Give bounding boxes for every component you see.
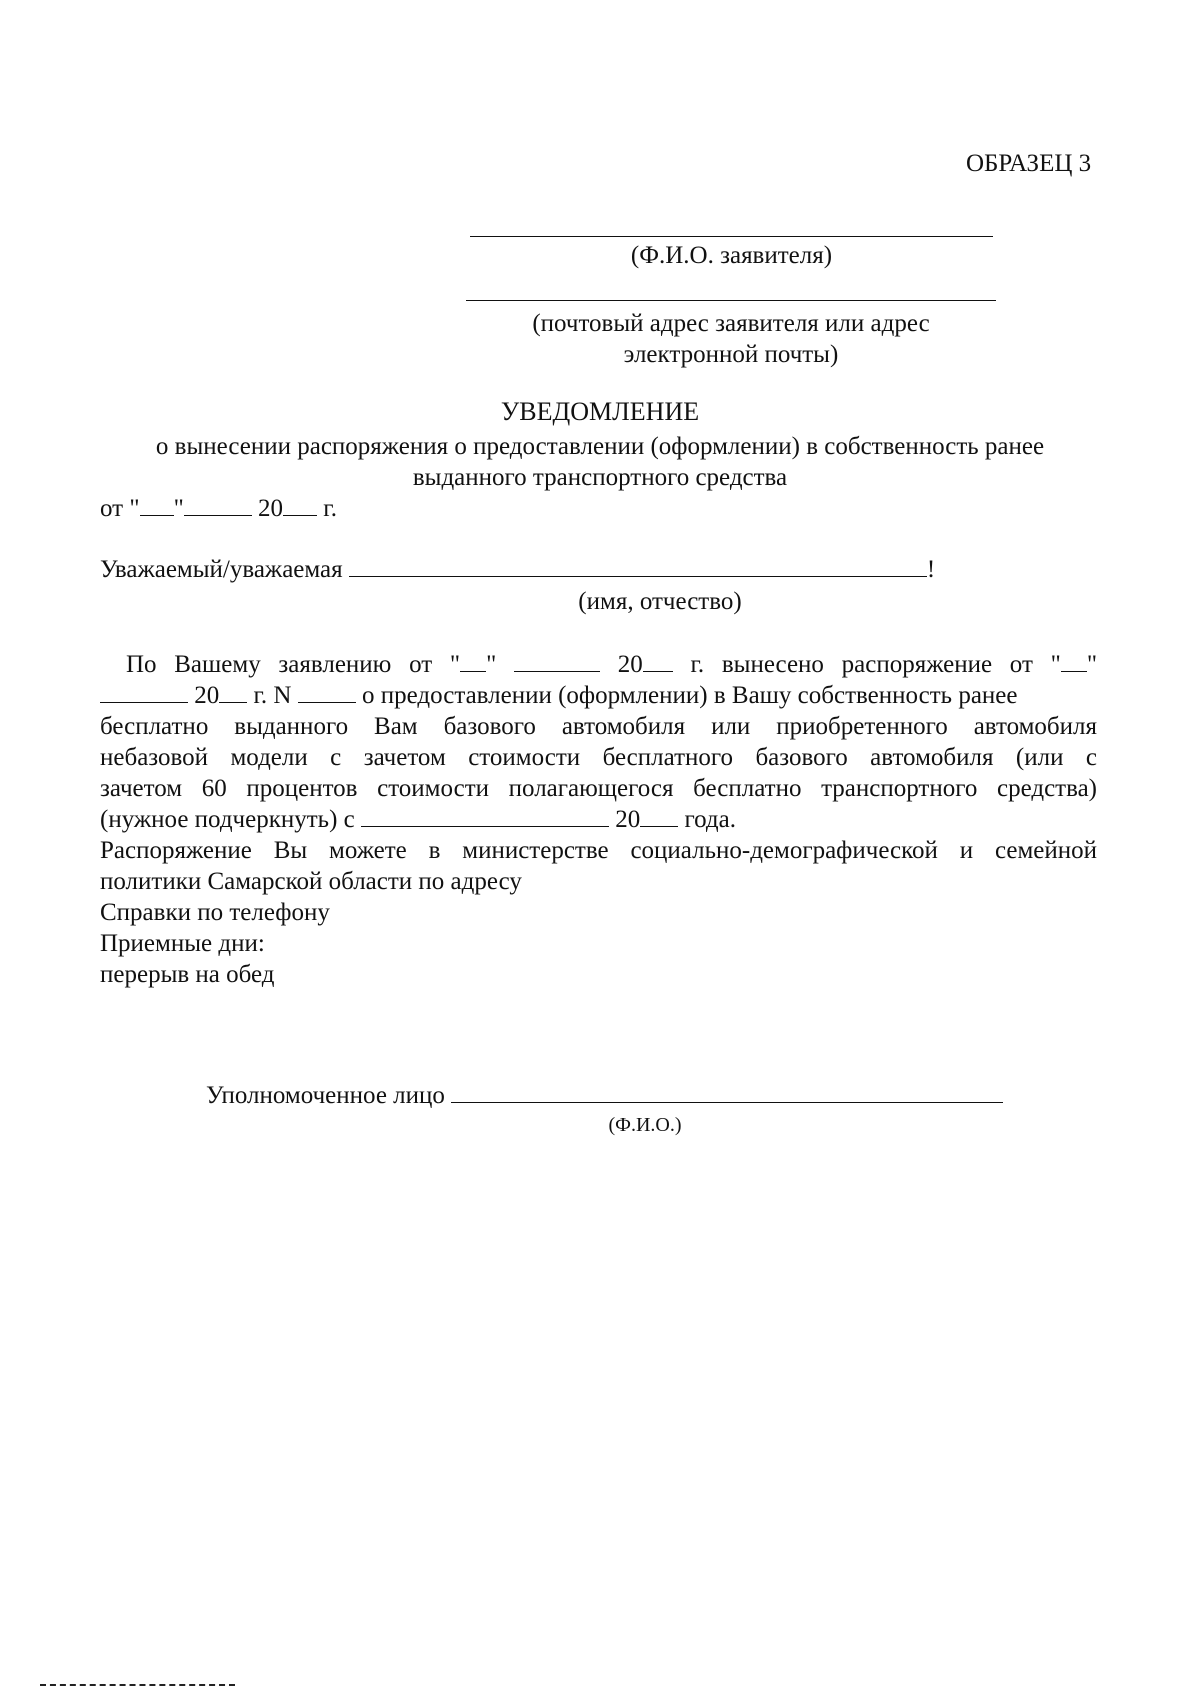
body-line-6: (нужное подчеркнуть) с 20 года. [100,806,736,833]
date-day-blank [140,495,174,516]
application-day-blank [460,651,486,672]
body-line-4: небазовой модели с зачетом стоимости бесплатного базового автомобиля (или с [100,744,1097,771]
applicant-name-caption: (Ф.И.О. заявителя) [630,242,833,269]
date-month-blank [184,495,252,516]
document-title: УВЕДОМЛЕНИЕ [500,397,700,426]
body-line-5: зачетом 60 процентов стоимости полагающегося бесплатно транспортного средства) [100,775,1097,802]
application-month-blank [514,651,600,672]
order-year-blank [219,682,247,703]
order-month-blank [100,682,188,703]
order-number-blank [298,682,356,703]
address-caption-line2: электронной почты) [623,341,839,368]
body-line-11: перерыв на обед [100,961,275,988]
body-line-2: 20 г. N о предоставлении (оформлении) в Вашу собственность ранее [100,680,1097,711]
body-line-10: Приемные дни: [100,930,265,957]
greeting-exclamation: ! [926,556,936,583]
signature-label: Уполномоченное лицо [206,1082,445,1109]
bottom-dashed-rule [40,1684,235,1686]
applicant-name-line [470,236,993,237]
date-year-blank [283,495,317,516]
date-suffix: г. [317,495,337,522]
signature-line [206,1082,1003,1110]
signature-name-blank [451,1082,1003,1103]
applicant-address-caption [466,308,996,370]
transfer-date-blank [361,806,609,827]
document-subtitle-line2: выданного транспортного средства [412,464,788,491]
transfer-year-blank [640,806,678,827]
order-day-blank [1061,651,1087,672]
date-prefix: от " [100,495,140,522]
application-year-blank [643,651,673,672]
body-line-8: политики Самарской области по адресу [100,868,522,895]
body-line-3: бесплатно выданного Вам базового автомобиля или приобретенного автомобиля [100,713,1097,740]
body-line-7: Распоряжение Вы можете в министерстве социально-демографической и семейной [100,837,1097,864]
greeting-caption: (имя, отчество) [578,588,742,615]
notice-date-line [100,495,337,523]
greeting-line [100,556,935,584]
signature-caption: (Ф.И.О.) [608,1114,682,1136]
notice-body [100,649,1097,990]
body-line-9: Справки по телефону [100,899,330,926]
applicant-address-line [466,300,996,301]
sample-label: ОБРАЗЕЦ 3 [966,150,1092,177]
date-quote: " [173,495,184,522]
date-year-prefix: 20 [251,495,284,522]
address-caption-line1: (почтовый адрес заявителя или адрес [532,310,930,337]
document-subtitle-line1: о вынесении распоряжения о предоставлении (оформлении) в собственность ранее [155,433,1045,460]
greeting-name-blank [349,556,927,577]
greeting-label: Уважаемый/уважаемая [100,556,343,583]
body-line-1: По Вашему заявлению от " " 20 г. вынесено распоряжение от " " [126,651,1098,678]
